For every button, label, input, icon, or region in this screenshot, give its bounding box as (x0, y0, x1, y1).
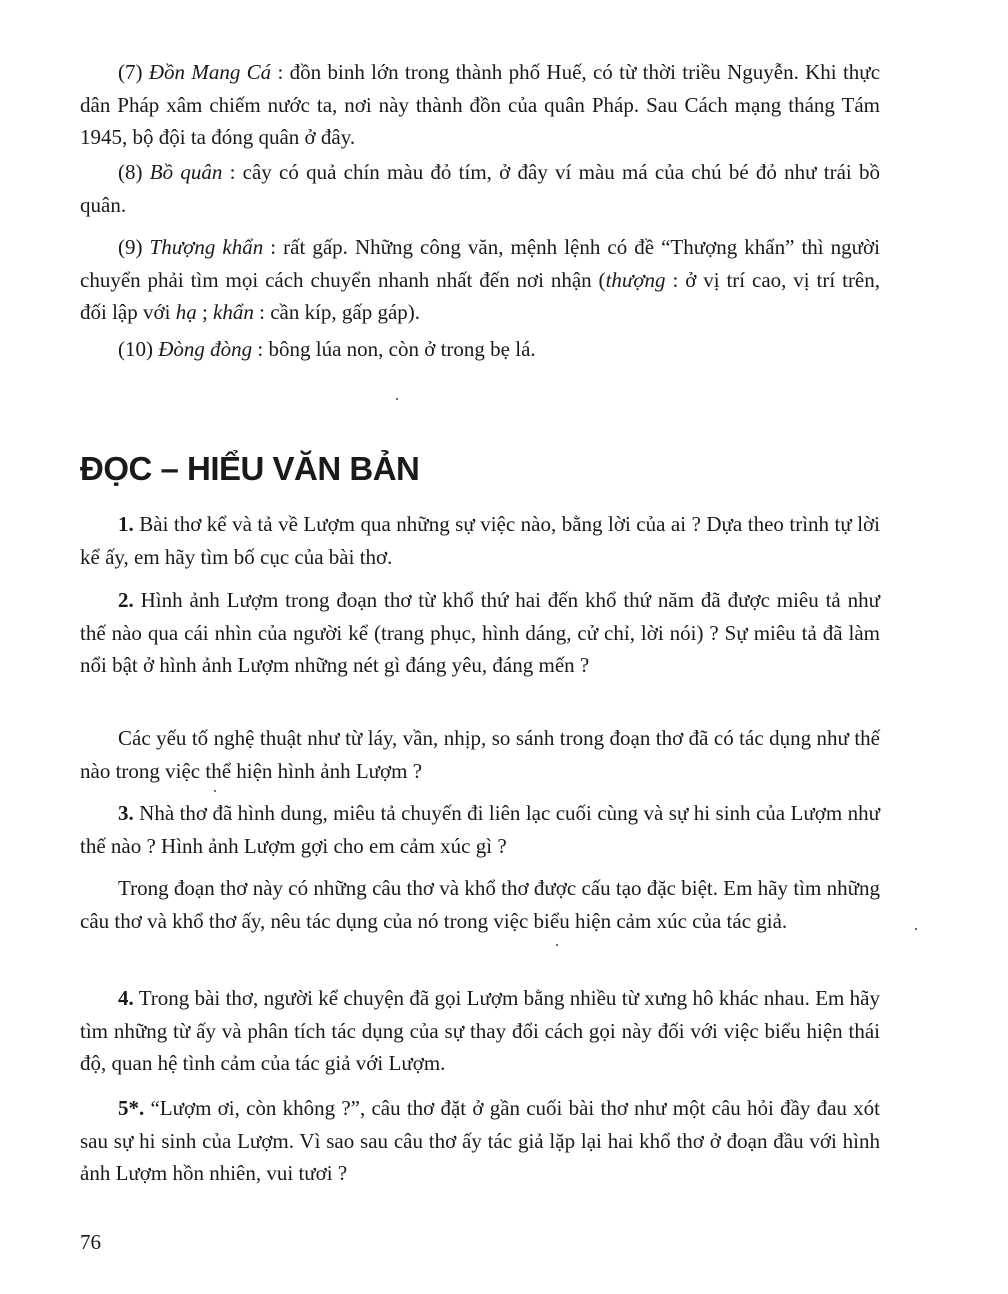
note-text: : cần kíp, gấp gáp). (253, 300, 421, 324)
note-separator: : (222, 160, 243, 184)
footnote-9 (80, 231, 880, 329)
note-term: Bồ quân (149, 160, 223, 184)
question-5 (80, 1092, 880, 1190)
question-3 (80, 797, 880, 862)
note-term: Đồn Mang Cá (148, 60, 272, 84)
note-separator: : (263, 235, 284, 259)
note-text: : ở vị trí cao, vị trí trên, đối lập với (80, 267, 881, 324)
note-text: ; (196, 300, 214, 324)
note-text: đồn binh lớn trong thành phố Huế, có từ thời triều Nguyễn. Khi thực dân Pháp xâm chiếm nước ta, nơi này thành đồn của quân Pháp. Sau Cách mạng tháng Tám 1945, bộ đội ta đóng quân ở đây. (80, 60, 881, 149)
question-text: Hình ảnh Lượm trong đoạn thơ từ khổ thứ hai đến khổ thứ năm đã được miêu tả như thế nào qua cái nhìn của người kể (trang phục, hình dáng, cử chỉ, lời nói) ? Sự miêu tả đã làm nổi bật ở hình ảnh Lượm những nét gì đáng yêu, đáng mến ? (80, 588, 880, 677)
note-text: cây có quả chín màu đỏ tím, ở đây ví màu má của chú bé đỏ như trái bồ quân. (80, 160, 881, 217)
question-number: 1. (118, 512, 134, 536)
note-separator: : (252, 337, 269, 361)
question-2-extra: Các yếu tố nghệ thuật như từ láy, vần, nhịp, so sánh trong đoạn thơ đã có tác dụng như thế nào trong việc thể hiện hình ảnh Lượm ? (80, 726, 880, 783)
scan-speck (915, 928, 917, 930)
section-title: ĐỌC – HIỂU VĂN BẢN (80, 450, 420, 487)
note-number: (7) (118, 60, 143, 84)
note-text: bông lúa non, còn ở trong bẹ lá. (268, 337, 536, 361)
note-number: (10) (118, 337, 153, 361)
scan-speck (214, 790, 216, 792)
footnote-8 (80, 156, 880, 221)
note-term: Đòng đòng (158, 337, 253, 361)
page-number: 76 (80, 1230, 101, 1254)
scan-speck (556, 944, 558, 946)
question-3-extra: Trong đoạn thơ này có những câu thơ và khổ thơ được cấu tạo đặc biệt. Em hãy tìm những câu thơ và khổ thơ ấy, nêu tác dụng của nó trong việc biểu hiện cảm xúc của tác giả. (80, 876, 880, 933)
question-text: Trong bài thơ, người kể chuyện đã gọi Lượm bằng nhiều từ xưng hô khác nhau. Em hãy tìm những từ ấy và phân tích tác dụng của sự thay đổi cách gọi này đối với việc biểu hiện thái độ, quan hệ tình cảm của tác giả với Lượm. (80, 986, 880, 1075)
question-text: “Lượm ơi, còn không ?”, câu thơ đặt ở gần cuối bài thơ như một câu hỏi đầy đau xót sau sự hi sinh của Lượm. Vì sao sau câu thơ ấy tác giả lặp lại hai khổ thơ ở đoạn đầu với hình ảnh Lượm hồn nhiên, vui tươi ? (80, 1096, 880, 1185)
note-number: (8) (118, 160, 143, 184)
question-number: 5*. (118, 1096, 145, 1120)
question-2 (80, 584, 880, 682)
note-subterm: khẩn (213, 300, 254, 324)
question-number: 2. (118, 588, 134, 612)
note-number: (9) (118, 235, 143, 259)
note-term: Thượng khẩn (149, 235, 264, 259)
question-text: Nhà thơ đã hình dung, miêu tả chuyến đi liên lạc cuối cùng và sự hi sinh của Lượm như thế nào ? Hình ảnh Lượm gợi cho em cảm xúc gì ? (80, 801, 880, 858)
note-subterm: thượng (605, 267, 666, 292)
question-text: Bài thơ kể và tả về Lượm qua những sự việc nào, bằng lời của ai ? Dựa theo trình tự lời kể ấy, em hãy tìm bố cục của bài thơ. (80, 512, 880, 569)
note-subterm: hạ (175, 300, 197, 324)
note-text: rất gấp. Những công văn, mệnh lệnh có đề “Thượng khẩn” thì người chuyển phải tìm mọi cách chuyển nhanh nhất đến nơi nhận ( (80, 235, 880, 292)
scan-speck (396, 398, 398, 400)
question-1 (80, 508, 880, 573)
note-separator: : (271, 60, 290, 84)
footnote-7 (80, 56, 880, 154)
question-4 (80, 982, 880, 1080)
footnote-10 (80, 333, 880, 366)
question-number: 3. (118, 801, 134, 825)
question-number: 4. (118, 986, 134, 1010)
